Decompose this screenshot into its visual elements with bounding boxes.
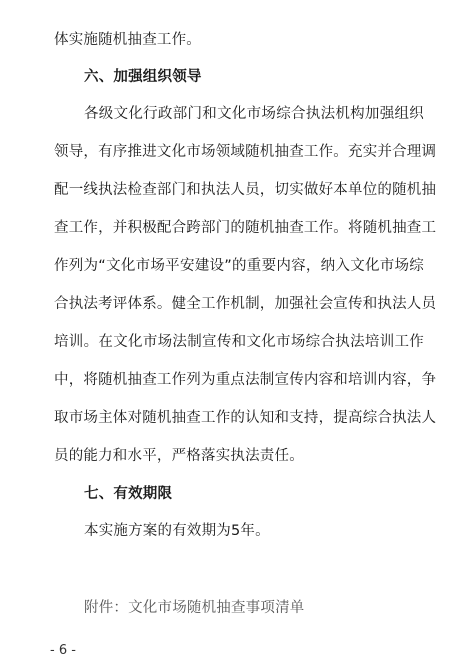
paragraph-line: 合执法考评体系。健全工作机制，加强社会宣传和执法人员 bbox=[54, 296, 437, 312]
paragraph-continuation: 体实施随机抽查工作。 bbox=[54, 32, 201, 48]
paragraph-line: 培训。在文化市场法制宣传和文化市场综合执法培训工作 bbox=[54, 334, 424, 350]
paragraph-line: 本实施方案的有效期为5年。 bbox=[84, 523, 270, 539]
paragraph-line: 中，将随机抽查工作列为重点法制宣传内容和培训内容，争 bbox=[54, 372, 437, 388]
page-number: - 6 - bbox=[50, 643, 76, 658]
paragraph-line: 领导，有序推进文化市场领域随机抽查工作。充实并合理调 bbox=[54, 144, 437, 160]
paragraph-line: 员的能力和水平，严格落实执法责任。 bbox=[54, 448, 304, 464]
paragraph-line: 作列为“文化市场平安建设”的重要内容，纳入文化市场综 bbox=[54, 258, 424, 274]
section-heading-6: 六、加强组织领导 bbox=[84, 69, 202, 85]
paragraph-line: 取市场主体对随机抽查工作的认知和支持，提高综合执法人 bbox=[54, 410, 437, 426]
section-heading-7: 七、有效期限 bbox=[84, 486, 173, 502]
attachment-line: 附件：文化市场随机抽查事项清单 bbox=[84, 600, 305, 616]
paragraph-line: 各级文化行政部门和文化市场综合执法机构加强组织 bbox=[84, 106, 424, 122]
paragraph-line: 查工作，并积极配合跨部门的随机抽查工作。将随机抽查工 bbox=[54, 220, 437, 236]
paragraph-line: 配一线执法检查部门和执法人员，切实做好本单位的随机抽 bbox=[54, 182, 437, 198]
